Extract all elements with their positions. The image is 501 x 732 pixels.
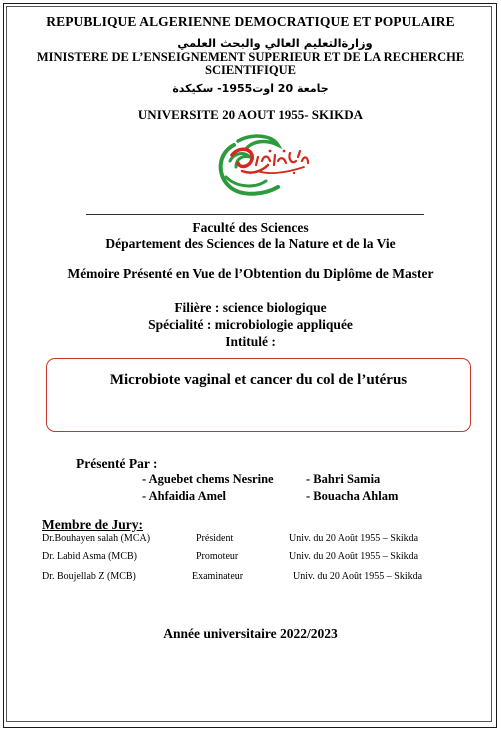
jury-member-role: Promoteur [196, 551, 239, 562]
memoire-statement: Mémoire Présenté en Vue de l’Obtention du Diplôme de Master [67, 266, 434, 281]
jury-member-name: Dr. Labid Asma (MCB) [42, 551, 137, 562]
republic-heading: REPUBLIQUE ALGERIENNE DEMOCRATIQUE ET POPULAIRE [46, 14, 455, 29]
intitule-label: Intitulé : [225, 334, 276, 349]
ministry-line-1: MINISTERE DE L’ENSEIGNEMENT SUPERIEUR ET DE LA RECHERCHE [36, 50, 465, 64]
jury-label: Membre de Jury: [42, 517, 143, 532]
department-name: Département des Sciences de la Nature et de la Vie [105, 236, 396, 251]
academic-year: Année universitaire 2022/2023 [163, 626, 338, 641]
specialite: Spécialité : microbiologie appliquée [148, 317, 353, 332]
faculty-name: Faculté des Sciences [192, 220, 309, 235]
filiere: Filière : science biologique [174, 300, 327, 315]
author-1: - Aguebet chems Nesrine [142, 472, 274, 486]
jury-member-university: Univ. du 20 Août 1955 – Skikda [289, 533, 419, 544]
presented-by-label: Présenté Par : [76, 456, 158, 471]
university-name: UNIVERSITE 20 AOUT 1955- SKIKDA [137, 107, 364, 122]
jury-member-role: Président [196, 533, 234, 544]
university-arabic: جامعة 20 اوت1955- سكيكدة [172, 82, 329, 95]
thesis-title-box [46, 358, 471, 432]
jury-member-name: Dr. Boujellab Z (MCB) [42, 571, 136, 582]
thesis-title: Microbiote vaginal et cancer du col de l’utérus [109, 372, 408, 388]
ministry-arabic: وزارةالتعليم العالي والبحث العلمي [177, 36, 373, 50]
jury-member-name: Dr.Bouhayen salah (MCA) [42, 533, 151, 544]
jury-member-university: Univ. du 20 Août 1955 – Skikda [289, 551, 419, 562]
jury-member-university: Univ. du 20 Août 1955 – Skikda [293, 571, 423, 582]
header-separator [86, 214, 424, 215]
author-2: - Bahri Samia [306, 472, 381, 486]
university-logo [212, 131, 312, 201]
ministry-line-2: SCIENTIFIQUE [205, 63, 296, 77]
jury-member-role: Examinateur [192, 571, 244, 582]
author-3: - Ahfaidia Amel [142, 489, 227, 503]
author-4: - Bouacha Ahlam [306, 489, 399, 503]
